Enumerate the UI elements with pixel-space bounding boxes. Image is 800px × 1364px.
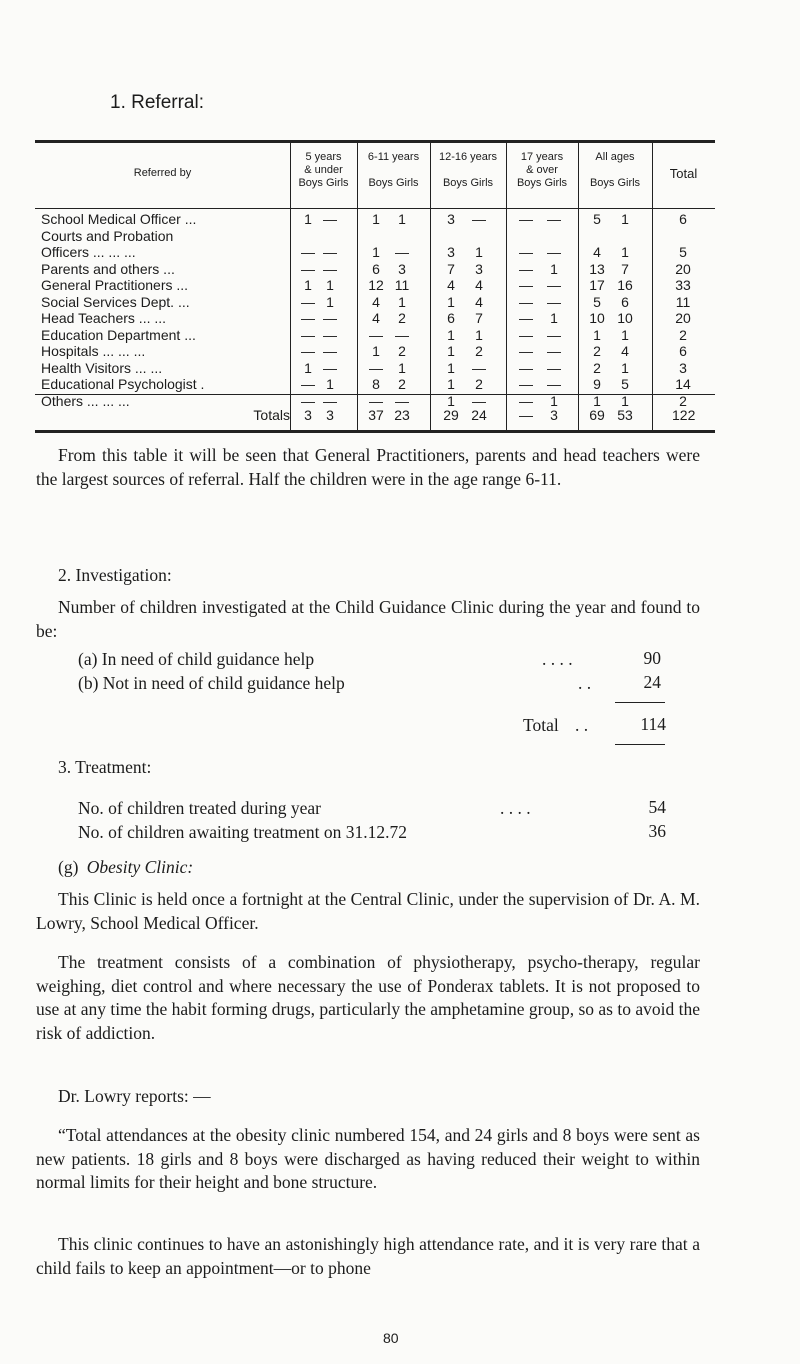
table-cell: —	[395, 244, 409, 260]
header-6-11: 6-11 years Boys Girls	[367, 151, 420, 189]
table-cell: —	[519, 343, 533, 359]
table-cell: 1	[372, 211, 380, 227]
table-cell: 1	[621, 359, 629, 376]
table-cell: —	[519, 211, 533, 227]
table-cell: 11	[675, 293, 691, 310]
investigation-total-value: 114	[640, 714, 666, 734]
obesity-title: Obesity Clinic:	[86, 857, 194, 877]
table-cell: —	[519, 260, 533, 277]
table-cell: 6	[447, 310, 455, 326]
table-cell: 2	[679, 326, 687, 343]
table-cell: 5	[621, 376, 629, 392]
table-cell: 2	[475, 343, 483, 359]
table-cell: —	[323, 359, 337, 376]
table-cell: 4	[475, 293, 483, 310]
table-cell: —	[323, 392, 337, 409]
table-cell: 1	[593, 326, 601, 343]
table-cell: 5	[593, 211, 601, 227]
section-heading-investigation: 2. Investigation:	[58, 565, 172, 585]
table-cell: —	[547, 376, 561, 392]
totals-label: Totals	[253, 407, 290, 423]
table-cell: 4	[372, 310, 380, 326]
referral-table	[35, 140, 715, 433]
table-cell: 6	[372, 260, 380, 277]
table-cell: —	[323, 260, 337, 277]
header-12-16: 12-16 years Boys Girls	[438, 151, 498, 189]
table-cell: 5	[679, 244, 687, 260]
obesity-paragraph-2: The treatment consists of a combination of physiotherapy, psycho-therapy, regular weighing, diet control and where necessary the use of Ponderax tablets. It is not proposed to use at any time the habit forming drugs, particularly the amphetamine group, so as to avoid the risk of addiction.	[36, 952, 700, 1043]
table-cell: 5	[593, 293, 601, 310]
table-cell: 1	[304, 359, 312, 376]
table-cell: 1	[621, 244, 629, 260]
table-cell: 8	[372, 376, 380, 392]
table-cell: 2	[593, 343, 601, 359]
table-cell: —	[301, 244, 315, 260]
table-cell: —	[323, 244, 337, 260]
item-b-label: (b) Not in need of child guidance help	[78, 673, 345, 693]
table-cell: 20	[675, 310, 691, 326]
row-label: Courts and Probation	[41, 227, 174, 244]
table-cell: —	[301, 326, 315, 343]
investigation-intro: Number of children investigated at the Child Guidance Clinic during the year and found to be:	[36, 597, 700, 641]
table-cell: —	[519, 392, 533, 409]
section-heading-referral: 1. Referral:	[110, 92, 204, 113]
table-cell: 1	[447, 376, 455, 392]
awaiting-label: No. of children awaiting treatment on 31.12.72	[78, 822, 408, 842]
table-cell: —	[519, 244, 533, 260]
table-commentary: From this table it will be seen that General Practitioners, parents and head teachers were the largest sources of referral. Half the children were in the age range 6-11.	[36, 445, 700, 489]
investigation-total-dots: . .	[575, 715, 589, 735]
table-cell: 7	[447, 260, 455, 277]
table-cell: 4	[621, 343, 629, 359]
table-divider	[652, 143, 653, 430]
obesity-paragraph-3: Dr. Lowry reports: —	[58, 1086, 211, 1106]
table-cell: 3	[447, 211, 455, 227]
table-cell: 14	[675, 376, 691, 392]
row-label: School Medical Officer ...	[41, 211, 197, 227]
table-cell: —	[301, 260, 315, 277]
table-cell: 1	[550, 310, 558, 326]
table-cell: 11	[394, 277, 410, 293]
table-cell: 2	[593, 359, 601, 376]
table-cell: —	[547, 211, 561, 227]
table-cell: —	[369, 359, 383, 376]
investigation-total-label: Total	[523, 715, 559, 735]
table-cell: —	[323, 310, 337, 326]
header-total: Total	[669, 166, 698, 181]
totals-cell: 3	[326, 407, 334, 423]
table-cell: —	[547, 293, 561, 310]
table-cell: 1	[621, 211, 629, 227]
row-label: Head Teachers ... ...	[41, 310, 167, 326]
totals-cell: 69	[589, 407, 605, 423]
table-cell: 1	[398, 211, 406, 227]
table-cell: —	[369, 326, 383, 343]
table-cell: 4	[372, 293, 380, 310]
obesity-paragraph-1: This Clinic is held once a fortnight at the Central Clinic, under the supervision of Dr. A. M. Lowry, School Medical Officer.	[36, 889, 700, 933]
table-cell: 1	[326, 376, 334, 392]
table-cell: 13	[589, 260, 605, 277]
obesity-paragraph-4: “Total attendances at the obesity clinic numbered 154, and 24 girls and 8 boys were sent as new patients. 18 girls and 8 boys were discharged as having reduced their weight to within normal limits for their height and bone structure.	[36, 1125, 700, 1192]
table-cell: —	[472, 359, 486, 376]
row-label: Educational Psychologist .	[41, 376, 205, 392]
table-header-rule	[35, 208, 715, 209]
table-cell: 6	[679, 211, 687, 227]
table-cell: —	[519, 277, 533, 293]
header-17-over: 17 years & over Boys Girls	[516, 151, 568, 189]
table-cell: 33	[675, 277, 691, 293]
item-a-value: 90	[643, 648, 661, 668]
table-cell: 3	[679, 359, 687, 376]
sum-rule	[615, 702, 665, 703]
treated-dots: . . . .	[500, 798, 531, 818]
table-cell: —	[301, 343, 315, 359]
total-rule	[615, 744, 665, 745]
table-cell: 1	[304, 277, 312, 293]
table-cell: 4	[475, 277, 483, 293]
table-cell: —	[323, 343, 337, 359]
table-cell: 10	[617, 310, 633, 326]
totals-cell: 23	[394, 407, 410, 423]
table-cell: 7	[475, 310, 483, 326]
table-cell: —	[547, 359, 561, 376]
table-cell: 1	[372, 244, 380, 260]
table-cell: 6	[679, 343, 687, 359]
table-cell: —	[547, 343, 561, 359]
row-label: General Practitioners ...	[41, 277, 189, 293]
obesity-paragraph-5: This clinic continues to have an astonishingly high attendance rate, and it is very rare that a child fails to keep an appointment—or to phone	[36, 1234, 700, 1278]
table-cell: 2	[398, 376, 406, 392]
table-cell: —	[369, 392, 383, 409]
row-label: Education Department ...	[41, 326, 196, 343]
table-cell: 1	[304, 211, 312, 227]
section-heading-treatment: 3. Treatment:	[58, 757, 152, 777]
header-all-ages: All ages Boys Girls	[589, 151, 641, 189]
table-cell: —	[301, 392, 315, 409]
header-5-under: 5 years & under Boys Girls	[298, 151, 349, 189]
item-b-value: 24	[643, 672, 661, 692]
table-cell: —	[547, 326, 561, 343]
table-cell: 1	[326, 293, 334, 310]
awaiting-value: 36	[648, 821, 666, 841]
table-cell: 1	[550, 260, 558, 277]
table-cell: —	[472, 211, 486, 227]
table-cell: 3	[475, 260, 483, 277]
table-cell: —	[547, 244, 561, 260]
table-cell: 1	[447, 326, 455, 343]
table-cell: 10	[589, 310, 605, 326]
table-cell: —	[301, 376, 315, 392]
table-cell: —	[519, 326, 533, 343]
table-cell: 3	[447, 244, 455, 260]
table-cell: 7	[621, 260, 629, 277]
table-cell: —	[323, 211, 337, 227]
table-cell: —	[395, 326, 409, 343]
table-cell: 1	[398, 293, 406, 310]
table-cell: —	[395, 392, 409, 409]
item-a-dots: . . . .	[542, 649, 573, 669]
treated-label: No. of children treated during year	[78, 798, 321, 818]
table-cell: 1	[447, 392, 455, 409]
row-label: Hospitals ... ... ...	[41, 343, 146, 359]
table-cell: 1	[398, 359, 406, 376]
table-cell: —	[472, 392, 486, 409]
table-cell: 9	[593, 376, 601, 392]
table-cell: 1	[550, 392, 558, 409]
table-cell: —	[323, 326, 337, 343]
table-cell: 1	[372, 343, 380, 359]
treated-value: 54	[648, 797, 666, 817]
table-cell: —	[519, 310, 533, 326]
table-cell: —	[301, 310, 315, 326]
table-cell: 1	[326, 277, 334, 293]
table-cell: 1	[447, 343, 455, 359]
table-cell: 4	[447, 277, 455, 293]
row-label: Officers ... ... ...	[41, 244, 136, 260]
totals-cell: —	[519, 407, 533, 423]
item-b-dots: . .	[578, 673, 592, 693]
row-label: Health Visitors ... ...	[41, 359, 163, 376]
table-cell: 12	[368, 277, 384, 293]
item-a-label: (a) In need of child guidance help	[78, 649, 315, 669]
totals-cell: 3	[550, 407, 558, 423]
table-cell: —	[519, 359, 533, 376]
row-label: Others ... ... ...	[41, 392, 130, 409]
table-cell: —	[519, 376, 533, 392]
totals-cell: 29	[443, 407, 459, 423]
table-cell: 2	[475, 376, 483, 392]
table-cell: 1	[447, 293, 455, 310]
table-cell: 1	[475, 326, 483, 343]
obesity-prefix: (g)	[58, 857, 79, 877]
table-cell: 1	[621, 326, 629, 343]
table-cell: 6	[621, 293, 629, 310]
row-label: Social Services Dept. ...	[41, 293, 190, 310]
header-referred-by: Referred by	[133, 167, 192, 179]
table-cell: 20	[675, 260, 691, 277]
totals-cell: 53	[617, 407, 633, 423]
table-cell: 3	[398, 260, 406, 277]
page-number: 80	[383, 1330, 399, 1346]
totals-cell: 3	[304, 407, 312, 423]
table-cell: 1	[475, 244, 483, 260]
table-cell: 17	[589, 277, 605, 293]
section-heading-obesity	[58, 856, 193, 880]
totals-cell: 122	[672, 407, 696, 423]
table-cell: 2	[679, 392, 687, 409]
table-cell: —	[301, 293, 315, 310]
table-cell: —	[519, 293, 533, 310]
table-cell: 1	[593, 392, 601, 409]
totals-cell: 24	[471, 407, 487, 423]
totals-cell: 37	[368, 407, 384, 423]
table-cell: 1	[621, 392, 629, 409]
table-cell: —	[547, 277, 561, 293]
table-cell: 2	[398, 343, 406, 359]
table-cell: 16	[617, 277, 633, 293]
row-label: Parents and others ...	[41, 260, 175, 277]
table-cell: 2	[398, 310, 406, 326]
table-cell: 1	[447, 359, 455, 376]
table-cell: 4	[593, 244, 601, 260]
